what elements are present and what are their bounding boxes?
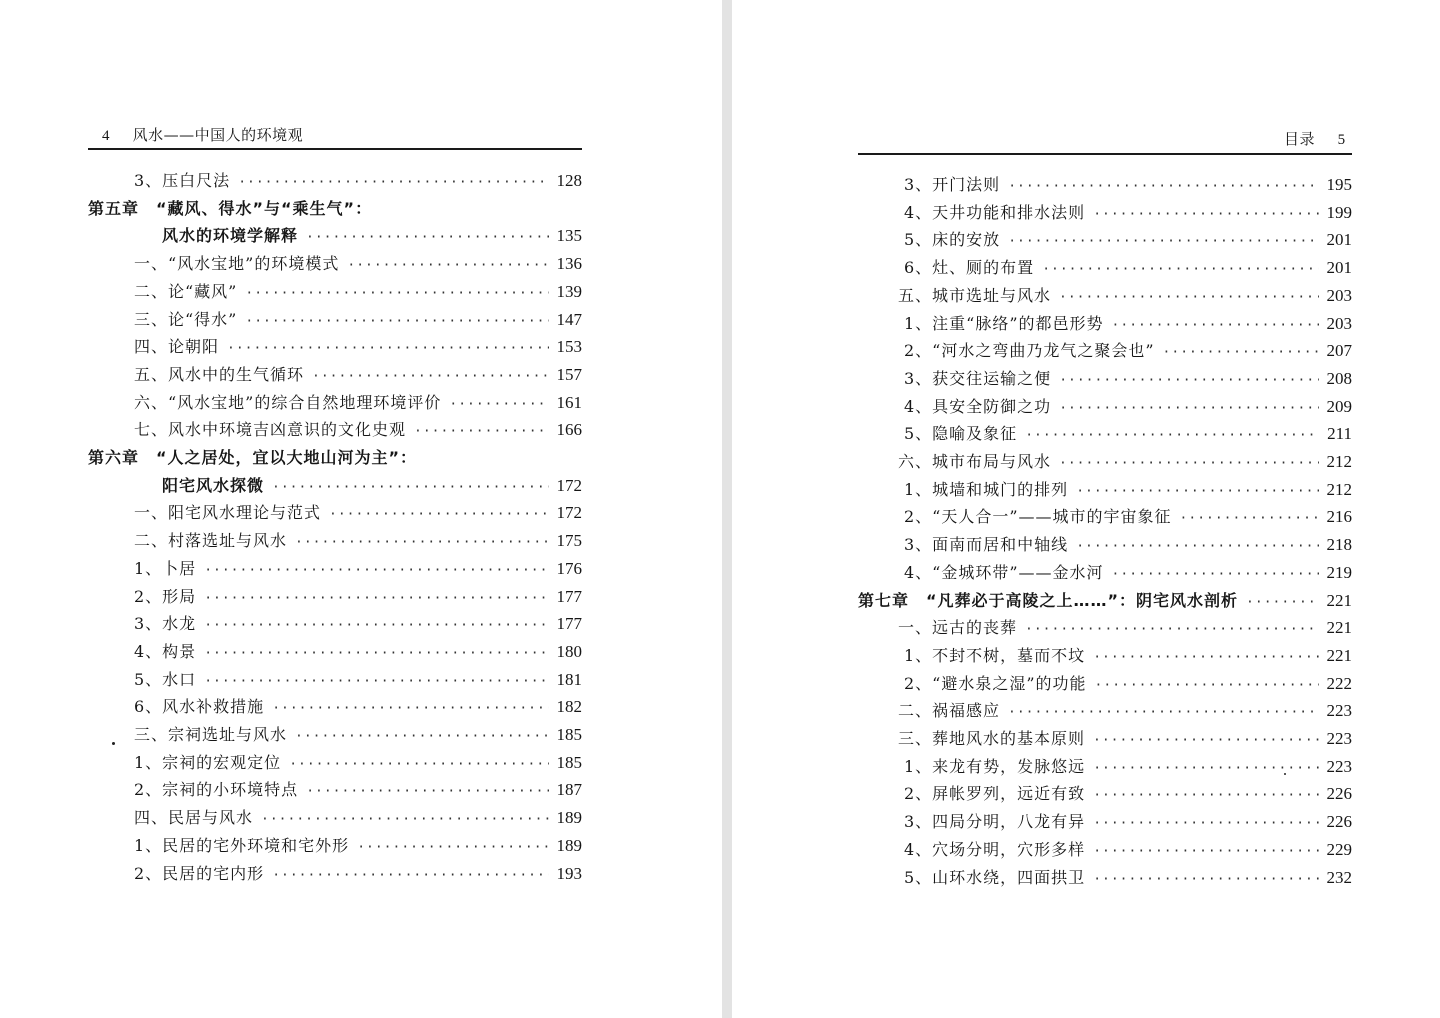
- toc-leader-dots: [1025, 622, 1318, 637]
- toc-entry-page-number: 232: [1326, 867, 1352, 887]
- toc-entry-page-number: 195: [1326, 175, 1352, 194]
- toc-leader-dots: [289, 757, 548, 772]
- toc-leader-dots: [204, 591, 548, 606]
- toc-entry: [88, 667, 582, 693]
- toc-entry-title: 2、民居的宅内形: [134, 863, 265, 883]
- toc-entry-page-number: 222: [1326, 673, 1352, 693]
- toc-entry-page-number: 177: [556, 614, 582, 634]
- toc-entry: [88, 639, 582, 665]
- toc-entry-title: 3、面南而居和中轴线: [904, 535, 1069, 555]
- toc-leader-dots: [295, 729, 548, 744]
- toc-entry: [858, 837, 1352, 863]
- toc-entry-page-number: 208: [1326, 368, 1352, 388]
- toc-entry-page-number: 212: [1326, 452, 1352, 471]
- toc-entry-title: 5、床的安放: [904, 230, 1001, 250]
- toc-entry-title: 4、构景: [134, 641, 197, 661]
- toc-entry-page-number: 185: [556, 752, 582, 772]
- toc-entry: [88, 584, 582, 610]
- left-page-header: [102, 124, 303, 145]
- toc-entry: [88, 694, 582, 720]
- page-gutter: [722, 0, 732, 1018]
- toc-leader-dots: [1093, 872, 1318, 887]
- toc-entry-page-number: 223: [1326, 756, 1352, 776]
- toc-leader-dots: [1059, 373, 1318, 388]
- toc-entry: [88, 362, 582, 388]
- toc-entry-page-number: 203: [1326, 313, 1352, 333]
- toc-entry-title: 五、风水中的生气循环: [134, 364, 305, 384]
- left-page-running-title: 风水——中国人的环境观: [132, 126, 304, 144]
- toc-entry-page-number: 209: [1326, 396, 1352, 416]
- toc-entry-page-number: 172: [556, 503, 582, 523]
- toc-entry: [858, 615, 1352, 641]
- toc-leader-dots: [449, 397, 548, 412]
- toc-entry-page-number: 180: [556, 641, 582, 661]
- toc-entry-title: 一、“风水宝地”的环境模式: [134, 254, 340, 274]
- toc-entry-page-number: 153: [556, 337, 582, 357]
- toc-entry-title: 6、风水补救措施: [134, 697, 265, 717]
- toc-entry: [858, 726, 1352, 752]
- toc-leader-dots: [1008, 234, 1318, 249]
- toc-leader-dots: [1180, 511, 1319, 526]
- toc-leader-dots: [347, 258, 548, 273]
- toc-entry-title: 四、论朝阳: [134, 337, 220, 357]
- toc-leader-dots: [227, 341, 548, 356]
- toc-entry-title: 1、卜居: [134, 558, 197, 578]
- toc-entry: [858, 311, 1352, 337]
- toc-entry: [88, 500, 582, 526]
- toc-leader-dots: [272, 480, 548, 495]
- toc-entry-page-number: 216: [1326, 507, 1352, 527]
- toc-entry: [858, 421, 1352, 447]
- toc-entry-page-number: 203: [1326, 285, 1352, 305]
- right-page-running-title: 目录: [1284, 130, 1316, 148]
- toc-entry-title: 第五章 “藏风、得水”与“乘生气”：: [88, 198, 373, 218]
- toc-entry-page-number: 226: [1326, 784, 1352, 804]
- toc-entry-title: 1、民居的宅外环境和宅外形: [134, 835, 350, 855]
- toc-leader-dots: [238, 175, 548, 190]
- toc-entry-title: 2、“避水泉之湿”的功能: [904, 673, 1087, 693]
- right-page-number: 5: [1337, 132, 1346, 148]
- toc-entry: [858, 227, 1352, 253]
- toc-entry: [88, 611, 582, 637]
- toc-entry-page-number: 221: [1326, 645, 1352, 665]
- right-toc-list: [858, 172, 1352, 892]
- toc-entry-page-number: 218: [1326, 535, 1352, 555]
- toc-leader-dots: [1008, 705, 1318, 720]
- toc-entry: [858, 338, 1352, 364]
- toc-entry-title: 五、城市选址与风水: [898, 285, 1052, 305]
- toc-entry-title: 一、远古的丧葬: [898, 618, 1018, 638]
- toc-leader-dots: [204, 563, 548, 578]
- toc-entry-title: 三、宗祠选址与风水: [134, 725, 288, 744]
- toc-entry-page-number: 212: [1326, 479, 1352, 499]
- toc-leader-dots: [204, 618, 548, 633]
- toc-entry-title: 1、城墙和城门的排列: [904, 479, 1069, 499]
- toc-entry-title: 四、民居与风水: [134, 808, 254, 828]
- toc-leader-dots: [1093, 816, 1318, 831]
- toc-leader-dots: [204, 646, 548, 661]
- toc-entry-title: 二、论“藏风”: [134, 281, 238, 301]
- toc-leader-dots: [1008, 179, 1318, 194]
- scan-speck: [1284, 773, 1286, 775]
- toc-entry: [88, 417, 582, 443]
- toc-entry-page-number: 177: [556, 586, 582, 606]
- toc-chapter-heading: [88, 445, 582, 471]
- toc-entry: [858, 366, 1352, 392]
- toc-entry: [88, 861, 582, 887]
- toc-entry-page-number: 189: [556, 808, 582, 828]
- toc-entry-title: 七、风水中环境吉凶意识的文化史观: [134, 420, 407, 440]
- toc-entry-page-number: 189: [556, 835, 582, 855]
- toc-entry: [88, 307, 582, 333]
- toc-entry: [88, 473, 582, 499]
- toc-leader-dots: [329, 507, 548, 522]
- toc-entry: [858, 504, 1352, 530]
- toc-entry-page-number: 201: [1326, 258, 1352, 278]
- toc-leader-dots: [1246, 595, 1318, 610]
- toc-entry-title: 4、具安全防御之功: [904, 396, 1052, 416]
- toc-entry: [858, 477, 1352, 503]
- toc-entry-page-number: 211: [1327, 424, 1352, 444]
- toc-leader-dots: [245, 286, 548, 301]
- toc-leader-dots: [1112, 318, 1319, 333]
- toc-entry-page-number: 185: [556, 725, 582, 744]
- toc-leader-dots: [261, 812, 548, 827]
- toc-entry-title: 2、“河水之弯曲乃龙气之聚会也”: [904, 341, 1155, 361]
- toc-entry-page-number: 201: [1326, 230, 1352, 250]
- toc-leader-dots: [1093, 207, 1318, 222]
- toc-entry-title: 6、灶、厕的布置: [904, 258, 1035, 278]
- toc-entry-page-number: 157: [556, 364, 582, 384]
- toc-entry-title: 3、四局分明，八龙有异: [904, 812, 1086, 832]
- toc-entry: [88, 777, 582, 803]
- toc-entry: [858, 754, 1352, 780]
- toc-entry-title: 2、形局: [134, 586, 197, 606]
- toc-entry-title: 3、压白尺法: [134, 171, 231, 190]
- toc-entry-page-number: 207: [1326, 341, 1352, 361]
- toc-entry: [858, 200, 1352, 226]
- toc-entry: [858, 865, 1352, 891]
- toc-entry: [88, 750, 582, 776]
- toc-entry-title: 三、论“得水”: [134, 309, 238, 329]
- toc-leader-dots: [1059, 290, 1318, 305]
- toc-entry: [858, 560, 1352, 586]
- toc-entry-title: 4、穴场分明，穴形多样: [904, 839, 1086, 859]
- toc-entry-title: 二、村落选址与风水: [134, 531, 288, 551]
- toc-leader-dots: [306, 230, 548, 245]
- toc-entry: [88, 251, 582, 277]
- toc-entry-page-number: 219: [1326, 562, 1352, 582]
- toc-leader-dots: [1095, 678, 1319, 693]
- toc-entry: [858, 809, 1352, 835]
- toc-entry-page-number: 175: [556, 531, 582, 551]
- toc-leader-dots: [312, 369, 548, 384]
- toc-entry-title: 5、隐喻及象征: [904, 424, 1018, 444]
- toc-entry-title: 3、获交往运输之便: [904, 368, 1052, 388]
- toc-entry: [88, 279, 582, 305]
- toc-entry-page-number: 223: [1326, 701, 1352, 721]
- toc-entry: [88, 833, 582, 859]
- toc-leader-dots: [1042, 262, 1318, 277]
- toc-entry-title: 5、水口: [134, 669, 197, 689]
- toc-entry: [88, 528, 582, 554]
- toc-entry-title: 3、水龙: [134, 614, 197, 634]
- toc-entry-title: 六、“风水宝地”的综合自然地理环境评价: [134, 392, 442, 412]
- toc-entry: [858, 255, 1352, 281]
- toc-entry-title: 1、宗祠的宏观定位: [134, 752, 282, 772]
- toc-entry-page-number: 226: [1326, 812, 1352, 832]
- toc-entry-title: 2、“天人合一”——城市的宇宙象征: [904, 507, 1172, 527]
- toc-leader-dots: [204, 674, 548, 689]
- toc-entry-page-number: 172: [556, 475, 582, 495]
- right-header-rule: [858, 153, 1352, 155]
- toc-leader-dots: [295, 535, 548, 550]
- toc-leader-dots: [245, 314, 548, 329]
- toc-entry: [858, 671, 1352, 697]
- left-header-rule: [88, 148, 582, 150]
- toc-entry-page-number: 221: [1326, 618, 1352, 638]
- scan-speck: [112, 742, 115, 745]
- toc-entry: [858, 283, 1352, 309]
- toc-entry-page-number: 223: [1326, 729, 1352, 748]
- toc-entry-title: 5、山环水绕，四面拱卫: [904, 867, 1086, 887]
- right-page-header: [1284, 128, 1346, 149]
- toc-entry-page-number: 161: [556, 392, 582, 412]
- toc-entry: [858, 394, 1352, 420]
- toc-entry-title: 阳宅风水探微: [162, 475, 265, 495]
- toc-entry-page-number: 187: [556, 780, 582, 800]
- toc-leader-dots: [1025, 428, 1319, 443]
- toc-entry-title: 风水的环境学解释: [162, 226, 299, 246]
- toc-leader-dots: [1076, 539, 1318, 554]
- toc-entry-title: 一、阳宅风水理论与范式: [134, 503, 322, 523]
- toc-entry-page-number: 147: [556, 309, 582, 329]
- toc-entry-title: 六、城市布局与风水: [898, 452, 1052, 471]
- toc-leader-dots: [1093, 788, 1318, 803]
- toc-leader-dots: [1163, 345, 1319, 360]
- toc-leader-dots: [272, 868, 548, 883]
- toc-entry: [858, 172, 1352, 198]
- toc-entry: [858, 781, 1352, 807]
- left-toc-list: [88, 168, 582, 888]
- toc-entry: [858, 449, 1352, 475]
- toc-entry-title: 1、注重“脉络”的都邑形势: [904, 313, 1104, 333]
- left-page-number: 4: [102, 128, 110, 144]
- toc-entry-page-number: 199: [1326, 202, 1352, 222]
- toc-leader-dots: [306, 784, 548, 799]
- toc-entry-title: 第七章 “凡葬必于高陵之上……”：阴宅风水剖析: [858, 590, 1239, 610]
- toc-entry-title: 1、来龙有势，发脉悠远: [904, 756, 1086, 776]
- toc-leader-dots: [1093, 733, 1318, 748]
- toc-entry: [88, 390, 582, 416]
- toc-entry-title: 4、天井功能和排水法则: [904, 202, 1086, 222]
- toc-entry-title: 三、葬地风水的基本原则: [898, 729, 1086, 748]
- toc-entry-page-number: 166: [556, 420, 582, 440]
- toc-entry-title: 4、“金城环带”——金水河: [904, 562, 1104, 582]
- right-page: [732, 0, 1440, 1018]
- toc-entry-page-number: 193: [556, 863, 582, 883]
- toc-entry: [88, 334, 582, 360]
- toc-leader-dots: [1059, 456, 1318, 471]
- toc-entry: [88, 556, 582, 582]
- toc-leader-dots: [357, 840, 548, 855]
- toc-entry-page-number: 136: [556, 254, 582, 274]
- toc-entry-page-number: 139: [556, 281, 582, 301]
- toc-entry-title: 二、祸福感应: [898, 701, 1001, 721]
- toc-leader-dots: [272, 701, 548, 716]
- toc-entry-title: 2、宗祠的小环境特点: [134, 780, 299, 800]
- toc-entry-page-number: 229: [1326, 839, 1352, 859]
- toc-leader-dots: [1059, 401, 1318, 416]
- toc-entry-page-number: 181: [556, 669, 582, 689]
- toc-entry: [88, 168, 582, 194]
- toc-leader-dots: [1076, 484, 1318, 499]
- toc-entry-page-number: 176: [556, 558, 582, 578]
- toc-chapter-heading: [858, 588, 1352, 614]
- toc-leader-dots: [1093, 844, 1318, 859]
- toc-entry-page-number: 128: [556, 171, 582, 190]
- toc-entry: [88, 805, 582, 831]
- toc-entry-title: 1、不封不树，墓而不坟: [904, 645, 1086, 665]
- toc-entry: [858, 532, 1352, 558]
- toc-entry-page-number: 221: [1326, 590, 1352, 610]
- toc-chapter-heading: [88, 196, 582, 222]
- toc-entry-title: 3、开门法则: [904, 175, 1001, 194]
- toc-entry-page-number: 135: [556, 226, 582, 246]
- toc-entry-title: 2、屏帐罗列，远近有致: [904, 784, 1086, 804]
- toc-entry-page-number: 182: [556, 697, 582, 717]
- toc-entry-title: 第六章 “人之居处，宜以大地山河为主”：: [88, 448, 418, 467]
- toc-entry: [858, 643, 1352, 669]
- toc-leader-dots: [414, 424, 548, 439]
- toc-leader-dots: [1112, 567, 1319, 582]
- toc-entry: [88, 223, 582, 249]
- toc-entry: [88, 722, 582, 748]
- toc-entry: [858, 698, 1352, 724]
- toc-leader-dots: [1093, 650, 1318, 665]
